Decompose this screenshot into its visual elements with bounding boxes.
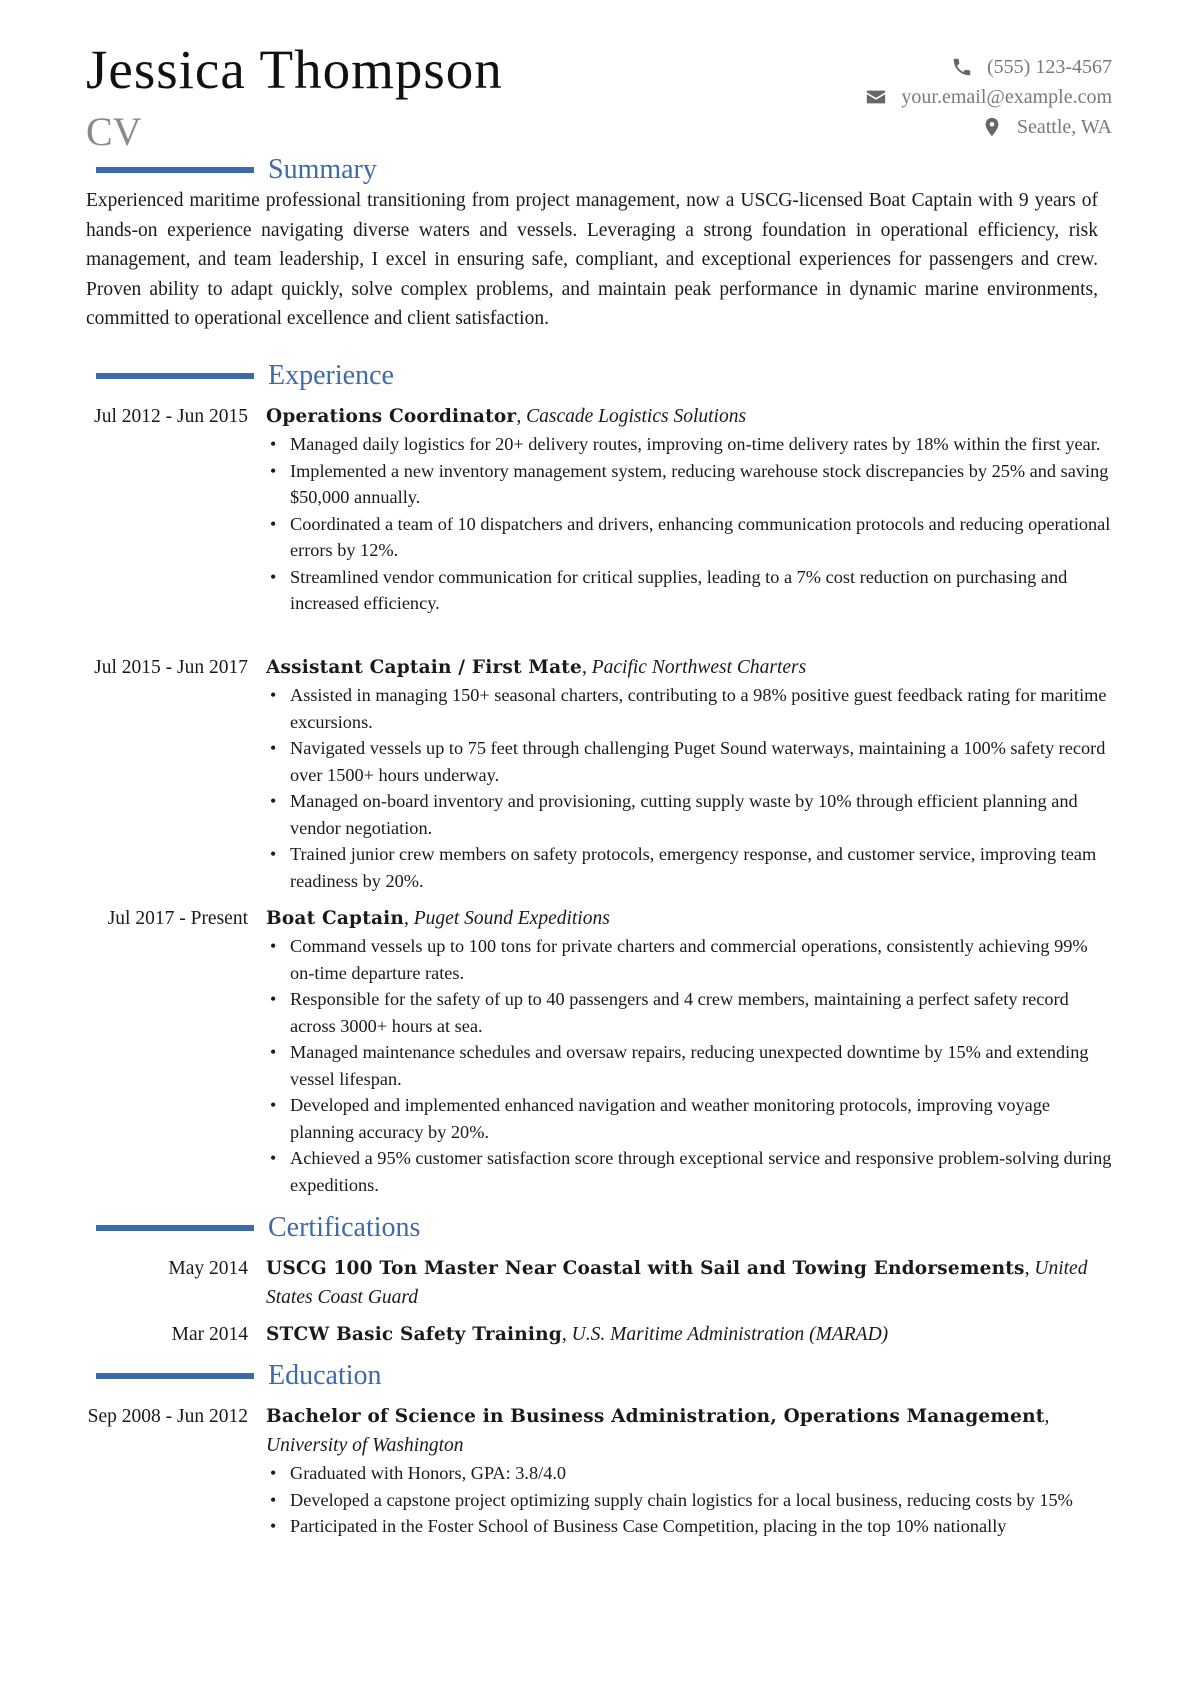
document-subtitle: CV [86, 109, 142, 154]
phone-number[interactable]: (555) 123-4567 [987, 56, 1112, 78]
bullet-item: • Trained junior crew members on safety protocols, emergency response, and customer service, improving team readiness by 20%. [266, 841, 1112, 894]
entry-date: Jul 2017 - Present [107, 908, 248, 929]
bullet-item: • Streamlined vendor communication for critical supplies, leading to a 7% cost reduction on purchasing and increased efficiency. [266, 564, 1112, 617]
certification-issuer: United States Coast Guard [266, 1258, 1088, 1308]
summary-text: Experienced maritime professional transitioning from project management, now a USCG-licensed Boat Captain with 9 years of hands-on experience navigating diverse waters and vessels. Leveraging a strong foundation in operational efficiency, risk management, and team leadership, I excel in ensuring safe, compliant, and exceptional experiences for passengers and crew. Proven ability to adapt quickly, solve complex problems, and maintain peak performance in dynamic marine environments, committed to operational excellence and client satisfaction. [86, 190, 1098, 329]
degree-name: Bachelor of Science in Business Administration, Operations Management [266, 1406, 1045, 1427]
bullet-item: • Implemented a new inventory management system, reducing warehouse stock discrepancies by 25% and saving $50,000 annually. [266, 458, 1112, 511]
entry-bullets [266, 1460, 1112, 1540]
bullet-item: • Coordinated a team of 10 dispatchers and drivers, enhancing communication protocols and reducing operational errors by 12%. [266, 511, 1112, 564]
entry-date: Jul 2012 - Jun 2015 [94, 406, 248, 427]
entry-organization: Cascade Logistics Solutions [526, 406, 747, 427]
education-heading [96, 1360, 1096, 1396]
location-text: Seattle, WA [1016, 116, 1112, 138]
entry-body [266, 653, 1112, 894]
certification-name: STCW Basic Safety Training [266, 1324, 562, 1345]
email-address[interactable]: your.email@example.com [901, 86, 1112, 108]
bullet-item: • Responsible for the safety of up to 40 passengers and 4 crew members, maintaining a perfect safety record across 3000+ hours at sea. [266, 986, 1112, 1039]
bullet-item: • Developed and implemented enhanced navigation and weather monitoring protocols, improving voyage planning accuracy by 20%. [266, 1092, 1112, 1145]
section-title: Experience [268, 360, 394, 391]
candidate-name: Jessica Thompson [86, 39, 503, 100]
bullet-item: • Managed on-board inventory and provisioning, cutting supply waste by 10% through efficient planning and vendor negotiation. [266, 788, 1112, 841]
experience-heading [96, 360, 1096, 396]
entry-organization: Pacific Northwest Charters [591, 657, 807, 678]
phone-icon [951, 56, 973, 78]
contact-location [865, 112, 1112, 142]
section-title: Education [268, 1360, 382, 1391]
section-title: Summary [268, 154, 377, 185]
contact-email [865, 82, 1112, 112]
entry-date: Sep 2008 - Jun 2012 [87, 1406, 248, 1427]
entry-organization: Puget Sound Expeditions [413, 908, 610, 929]
entry-heading: Bachelor of Science in Business Administration, Operations Management, University of Washington [266, 1406, 1050, 1456]
entry-role: Assistant Captain / First Mate [266, 657, 582, 678]
entry-body [266, 904, 1112, 1198]
map-pin-icon [981, 116, 1003, 138]
bullet-item: • Assisted in managing 150+ seasonal charters, contributing to a 98% positive guest feedback rating for maritime excursions. [266, 682, 1112, 735]
entry-heading: Boat Captain, Puget Sound Expeditions [266, 908, 610, 929]
entry-bullets [266, 431, 1112, 617]
entry-body [266, 1254, 1112, 1312]
certifications-heading [96, 1212, 1096, 1248]
bullet-item: • Participated in the Foster School of Business Case Competition, placing in the top 10% nationally [266, 1513, 1112, 1540]
envelope-icon [865, 86, 887, 108]
contact-phone [865, 52, 1112, 82]
section-title: Certifications [268, 1212, 421, 1243]
contact-block [865, 52, 1112, 142]
entry-bullets [266, 933, 1112, 1198]
bullet-item: • Managed daily logistics for 20+ delivery routes, improving on-time delivery rates by 18% within the first year. [266, 431, 1112, 458]
certification-name: USCG 100 Ton Master Near Coastal with Sail and Towing Endorsements [266, 1258, 1025, 1279]
section-accent-bar [96, 167, 254, 173]
entry-role: Operations Coordinator [266, 406, 517, 427]
entry-date: Mar 2014 [171, 1324, 248, 1345]
institution-name: University of Washington [266, 1435, 464, 1456]
bullet-item: • Developed a capstone project optimizing supply chain logistics for a local business, reducing costs by 15% [266, 1487, 1112, 1514]
bullet-item: • Graduated with Honors, GPA: 3.8/4.0 [266, 1460, 1112, 1487]
certification-issuer: U.S. Maritime Administration (MARAD) [571, 1324, 889, 1345]
section-accent-bar [96, 373, 254, 379]
entry-heading: USCG 100 Ton Master Near Coastal with Sail and Towing Endorsements, United States Coast Guard [266, 1258, 1088, 1308]
entry-heading: STCW Basic Safety Training, U.S. Maritime Administration (MARAD) [266, 1324, 889, 1345]
bullet-item: • Command vessels up to 100 tons for private charters and commercial operations, consistently achieving 99% on-time departure rates. [266, 933, 1112, 986]
bullet-item: • Navigated vessels up to 75 feet through challenging Puget Sound waterways, maintaining a 100% safety record over 1500+ hours underway. [266, 735, 1112, 788]
entry-heading: Assistant Captain / First Mate, Pacific Northwest Charters [266, 657, 807, 678]
entry-date: May 2014 [168, 1258, 248, 1279]
bullet-item: • Achieved a 95% customer satisfaction score through exceptional service and responsive problem-solving during expeditions. [266, 1145, 1112, 1198]
entry-body [266, 1402, 1112, 1540]
entry-body [266, 1320, 1112, 1349]
entry-bullets [266, 682, 1112, 894]
bullet-item: • Managed maintenance schedules and oversaw repairs, reducing unexpected downtime by 15% and extending vessel lifespan. [266, 1039, 1112, 1092]
entry-body [266, 402, 1112, 617]
entry-heading: Operations Coordinator, Cascade Logistics Solutions [266, 406, 747, 427]
section-accent-bar [96, 1373, 254, 1379]
entry-date: Jul 2015 - Jun 2017 [94, 657, 248, 678]
summary-heading [96, 154, 1096, 190]
entry-role: Boat Captain [266, 908, 405, 929]
section-accent-bar [96, 1225, 254, 1231]
